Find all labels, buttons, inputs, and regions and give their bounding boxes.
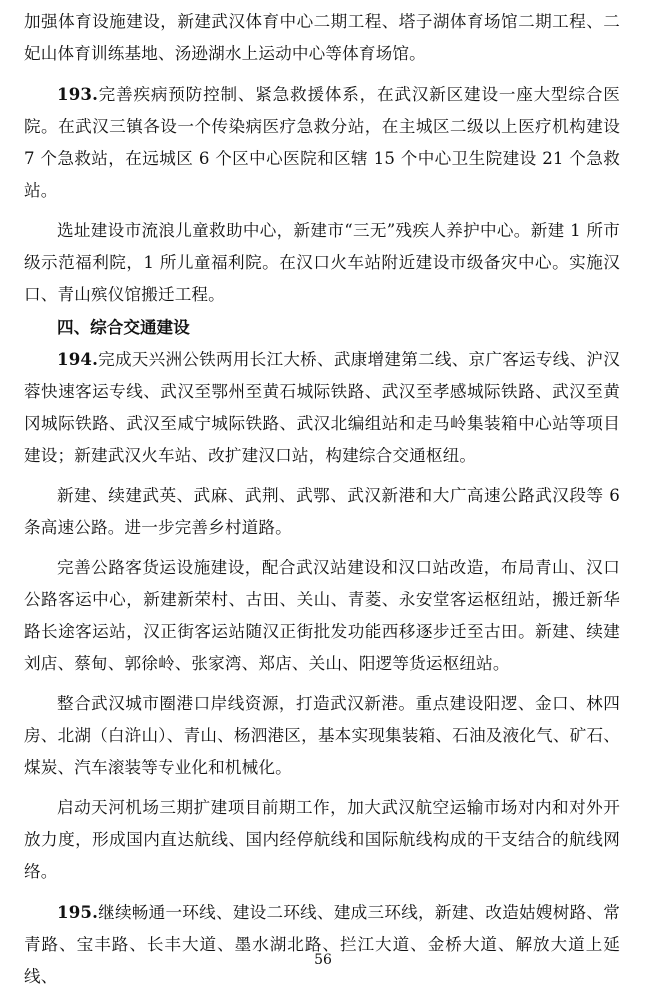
section-heading: 四、综合交通建设 [57,317,190,337]
paragraph-welfare [24,215,620,311]
paragraph-airport [24,792,620,888]
paragraph-text: 启动天河机场三期扩建项目前期工作，加大武汉航空运输市场对内和对外开放力度，形成国内直达航线、国内经停航线和国际航线构成的干支结合的航线网络。 [24,798,620,881]
page-number: 56 [314,952,332,968]
paragraph-text: 整合武汉城市圈港口岸线资源，打造武汉新港。重点建设阳逻、金口、林四房、北湖（白浒山）、青山、杨泗港区，基本实现集装箱、石油及液化气、矿石、煤炭、汽车滚装等专业化和机械化。 [24,694,620,777]
paragraph-bus-stations [24,552,620,680]
paragraph-text: 完善疾病预防控制、紧急救援体系，在武汉新区建设一座大型综合医院。在武汉三镇各设一个传染病医疗急救分站，在主城区二级以上医疗机构建设 7 个急救站，在远城区 6 个区中心医院和区辖 15 个中心卫生院建设 21 个急救站。 [24,85,620,200]
paragraph-193 [24,78,620,207]
paragraph-194 [24,343,620,472]
paragraph-sports-facilities [24,6,620,70]
item-number: 195. [57,902,99,922]
paragraph-expressways [24,480,620,544]
paragraph-text: 加强体育设施建设，新建武汉体育中心二期工程、塔子湖体育场馆二期工程、二妃山体育训练基地、汤逊湖水上运动中心等体育场馆。 [24,12,620,63]
paragraph-text: 完善公路客货运设施建设，配合武汉站建设和汉口站改造，布局青山、汉口公路客运中心，新建新荣村、古田、关山、青菱、永安堂客运枢纽站，搬迁新华路长途客运站，汉正街客运站随汉正街批发功能西移逐步迁至古田。新建、续建刘店、蔡甸、郭徐岭、张家湾、郑店、关山、阳逻等货运枢纽站。 [24,558,620,673]
paragraph-text: 选址建设市流浪儿童救助中心，新建市“三无”残疾人养护中心。新建 1 所市级示范福利院，1 所儿童福利院。在汉口火车站附近建设市级备灾中心。实施汉口、青山殡仪馆搬迁工程。 [24,221,620,304]
paragraph-ports [24,688,620,784]
paragraph-text: 新建、续建武英、武麻、武荆、武鄂、武汉新港和大广高速公路武汉段等 6 条高速公路。进一步完善乡村道路。 [24,486,620,537]
item-number: 194. [57,349,99,369]
paragraph-text: 继续畅通一环线、建设二环线、建成三环线，新建、改造姑嫂树路、常青路、宝丰路、长丰大道、墨水湖北路、拦江大道、金桥大道、解放大道上延线、 [24,903,620,986]
paragraph-195 [24,896,620,993]
item-number: 193. [57,84,99,104]
paragraph-text: 完成天兴洲公铁两用长江大桥、武康增建第二线、京广客运专线、沪汉蓉快速客运专线、武汉至鄂州至黄石城际铁路、武汉至孝感城际铁路、武汉至黄冈城际铁路、武汉至咸宁城际铁路、武汉北编组站和走马岭集装箱中心站等项目建设；新建武汉火车站、改扩建汉口站，构建综合交通枢纽。 [24,350,620,465]
page-content [24,6,620,993]
